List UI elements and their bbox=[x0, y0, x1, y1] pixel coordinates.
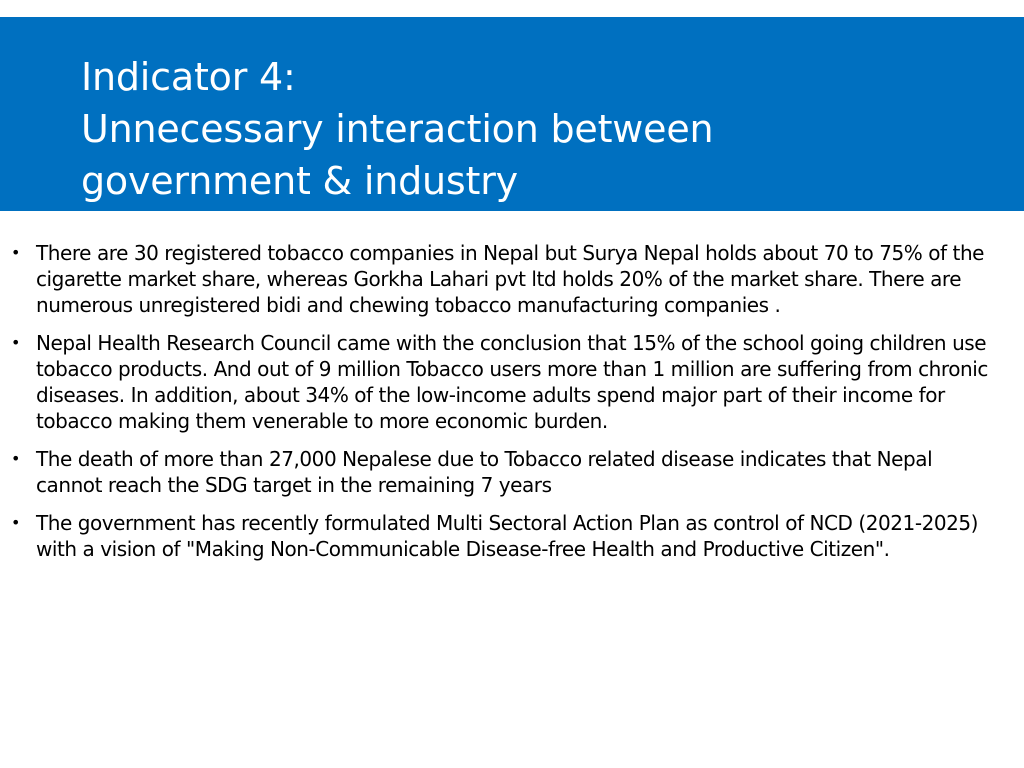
slide-title bbox=[81, 51, 713, 207]
bullet-dot-icon: • bbox=[11, 333, 20, 352]
title-band bbox=[0, 17, 1024, 211]
bullet-text: The government has recently formulated Multi Sectoral Action Plan as control of NCD (2021-2025) with a vision of "Making Non-Communicable Disease-free Health and Productive Citizen". bbox=[36, 511, 979, 561]
bullet-dot-icon: • bbox=[11, 243, 20, 262]
bullet-item-action-plan bbox=[0, 510, 1024, 562]
bullet-item-market-share bbox=[0, 240, 1024, 318]
bullet-text: Nepal Health Research Council came with the conclusion that 15% of the school going children use tobacco products. And out of 9 million Tobacco users more than 1 million are suffering from chronic diseases. In addition, about 34% of the low-income adults spend major part of their income for tobacco making them venerable to more economic burden. bbox=[36, 331, 988, 433]
title-line-2: Unnecessary interaction between bbox=[81, 107, 714, 151]
bullet-item-research-council bbox=[0, 330, 1024, 434]
bullet-text: There are 30 registered tobacco companies in Nepal but Surya Nepal holds about 70 to 75% of the cigarette market share, whereas Gorkha Lahari pvt ltd holds 20% of the market share. There are numerous unregistered bidi and chewing tobacco manufacturing companies . bbox=[36, 241, 985, 317]
bullet-dot-icon: • bbox=[11, 513, 20, 532]
bullet-dot-icon: • bbox=[11, 449, 20, 468]
title-line-3: government & industry bbox=[81, 159, 518, 203]
bullet-item-deaths-sdg bbox=[0, 446, 1024, 498]
bullet-text: The death of more than 27,000 Nepalese due to Tobacco related disease indicates that Nepal cannot reach the SDG target in the remaining 7 years bbox=[36, 447, 933, 497]
bullet-list bbox=[0, 240, 1024, 574]
title-line-1: Indicator 4: bbox=[81, 55, 296, 99]
